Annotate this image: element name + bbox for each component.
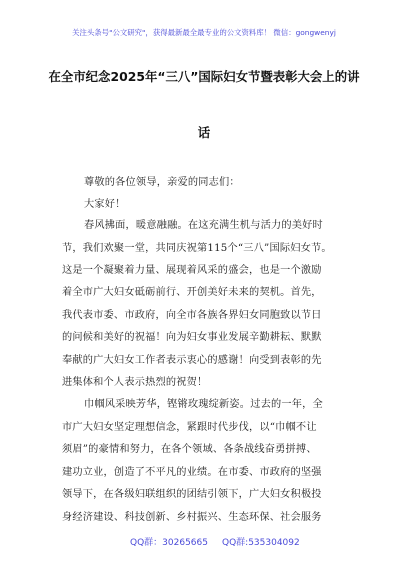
body-line: 身经济建设、科技创新、乡村振兴、生态环保、社会服务 — [62, 512, 322, 523]
body-line: 我代表市委、市政府，向全市各族各界妇女同胞致以节日 — [62, 310, 322, 321]
body-line: 建功立业，创造了不平凡的业绩。在市委、市政府的坚强 — [62, 467, 322, 478]
body-line: 节，我们欢聚一堂，共同庆祝第115个“三八”国际妇女节。 — [62, 243, 332, 254]
greeting: 大家好！ — [84, 199, 126, 210]
body-line: 须眉”的豪情和努力，在各个领域、各条战线奋勇拼搏、 — [62, 444, 317, 455]
body-line: 春风拂面，暖意融融。在这充满生机与活力的美好时 — [84, 220, 323, 231]
body-line: 着全市广大妇女砥砺前行、开创美好未来的契机。首先， — [62, 287, 322, 298]
body-line: 奉献的广大妇女工作者表示衷心的感谢！向受到表彰的先 — [62, 355, 322, 366]
body-line: 的问候和美好的祝福！向为妇女事业发展辛勤耕耘、默默 — [62, 332, 322, 343]
salutation: 尊敬的各位领导，亲爱的同志们： — [84, 177, 240, 188]
footer-qq-group-1: QQ群：30265665 — [130, 538, 208, 548]
document-title: 在全市纪念2025年“三八”国际妇女节暨表彰大会上的讲 — [48, 69, 360, 84]
footer-qq-group-2: QQ群:535304092 — [222, 538, 300, 548]
body-line: 领导下，在各级妇联组织的团结引领下，广大妇女积极投 — [62, 489, 322, 500]
body-line: 进集体和个人表示热烈的祝贺！ — [62, 377, 208, 388]
document-title-continued: 话 — [197, 125, 211, 140]
header-note: 关注头条号"公文研究"，获得最新最全最专业的公文资料库！ 微信：gongwenyj — [72, 28, 336, 37]
body-line: 这是一个凝聚着力量、展现着风采的盛会，也是一个激励 — [62, 265, 322, 276]
body-line: 市广大妇女坚定理想信念，紧跟时代步伐，以“巾帼不让 — [62, 422, 317, 433]
body-line: 巾帼风采映芳华，铿锵玫瑰绽新姿。过去的一年，全 — [84, 399, 323, 410]
